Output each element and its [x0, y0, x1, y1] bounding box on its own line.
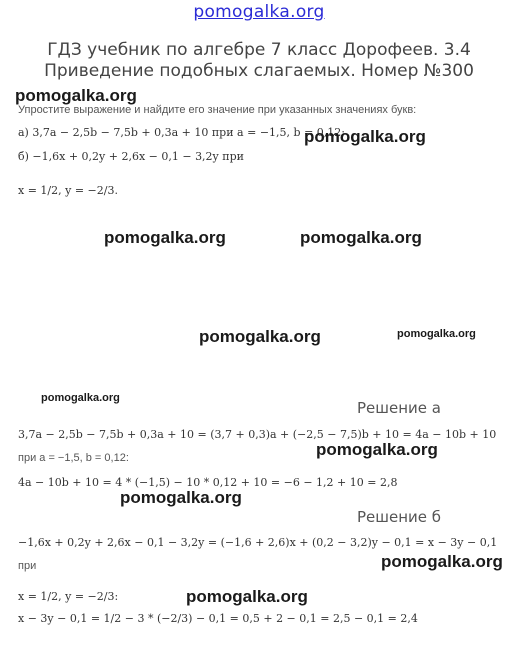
- solution-a-heading: Решение а: [357, 399, 441, 417]
- watermark: pomogalka.org: [15, 86, 137, 105]
- task-part-b: б) −1,6x + 0,2y + 2,6x − 0,1 − 3,2y при: [18, 150, 244, 163]
- solution-a-line3: 4a − 10b + 10 = 4 * (−1,5) − 10 * 0,12 + 10 = −6 − 1,2 + 10 = 2,8: [18, 476, 398, 489]
- watermark: pomogalka.org: [186, 587, 308, 606]
- watermark: pomogalka.org: [300, 228, 422, 247]
- solution-a-line2: при a = −1,5, b = 0,12:: [18, 452, 129, 464]
- solution-a-line1: 3,7a − 2,5b − 7,5b + 0,3a + 10 = (3,7 + 0,3)a + (−2,5 − 7,5)b + 10 = 4a − 10b + 10: [18, 428, 497, 441]
- watermark: pomogalka.org: [381, 552, 503, 571]
- watermark: pomogalka.org: [304, 127, 426, 146]
- solution-b-line2: при: [18, 560, 37, 572]
- solution-b-heading: Решение б: [357, 508, 442, 526]
- watermark: pomogalka.org: [199, 327, 321, 346]
- site-link[interactable]: pomogalka.org: [193, 2, 325, 22]
- task-part-a: а) 3,7a − 2,5b − 7,5b + 0,3a + 10 при a = −1,5, b = 0,12;: [18, 126, 345, 139]
- watermark: pomogalka.org: [104, 228, 226, 247]
- watermark: pomogalka.org: [120, 488, 242, 507]
- solution-b-line3: x = 1/2, y = −2/3:: [18, 590, 119, 603]
- watermark: pomogalka.org: [41, 392, 120, 404]
- task-instruction: Упростите выражение и найдите его значение при указанных значениях букв:: [18, 104, 417, 116]
- solution-b-line4: x − 3y − 0,1 = 1/2 − 3 * (−2/3) − 0,1 = 0,5 + 2 − 0,1 = 2,5 − 0,1 = 2,4: [18, 612, 418, 625]
- solution-b-line1: −1,6x + 0,2y + 2,6x − 0,1 − 3,2y = (−1,6 + 2,6)x + (0,2 − 3,2)y − 0,1 = x − 3y − 0,1: [18, 536, 498, 549]
- page-title: ГДЗ учебник по алгебре 7 класс Дорофеев. 3.4 Приведение подобных слагаемых. Номер №300: [44, 40, 474, 81]
- task-part-b-values: x = 1/2, y = −2/3.: [18, 184, 118, 197]
- watermark: pomogalka.org: [316, 440, 438, 459]
- watermark: pomogalka.org: [397, 328, 476, 340]
